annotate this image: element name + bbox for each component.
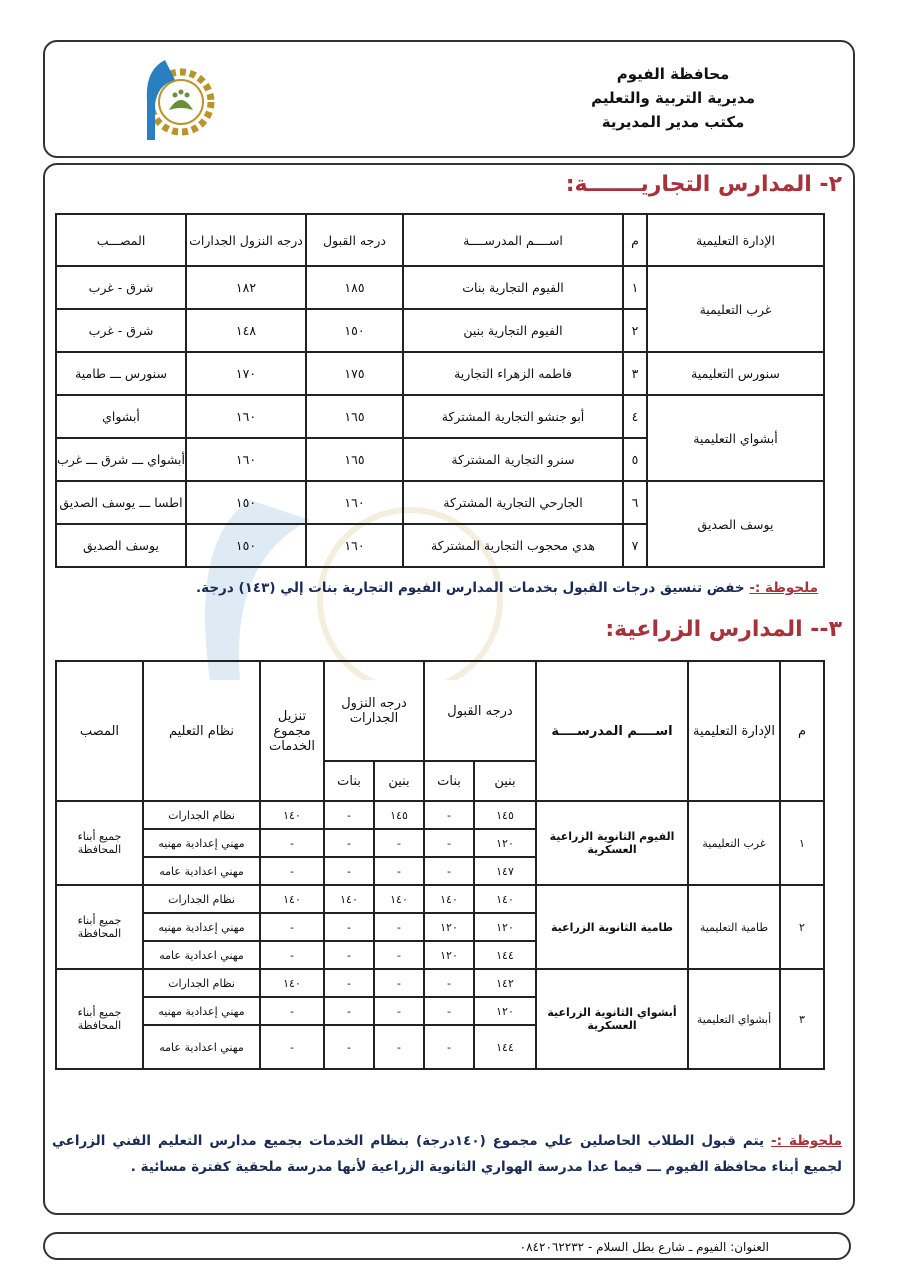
acceptance-boys-cell: ١٤٥ (474, 801, 536, 829)
destination-cell: اطسا ـــ يوسف الصديق (56, 481, 186, 524)
col-admin: الإدارة التعليمية (647, 214, 824, 266)
services-cell: ١٤٠ (260, 885, 324, 913)
acceptance-boys-cell: ١٤٢ (474, 969, 536, 997)
destination-cell: جميع أبناء المحافظة (56, 801, 143, 885)
col-services: تنزيل مجموع الخدمات (260, 661, 324, 801)
lowering-cell: ١٥٠ (186, 524, 306, 567)
lowering-girls-cell: - (324, 997, 374, 1025)
system-cell: نظام الجدارات (143, 801, 260, 829)
acceptance-girls-cell: - (424, 1025, 474, 1069)
services-cell: ١٤٠ (260, 801, 324, 829)
note-label: ملحوظة :- (749, 580, 818, 596)
col-lowering: درجه النزول الجدارات (186, 214, 306, 266)
acceptance-girls-cell: ١٢٠ (424, 913, 474, 941)
system-cell: مهني اعدادية عامه (143, 1025, 260, 1069)
system-cell: نظام الجدارات (143, 885, 260, 913)
governorate-name: محافظة الفيوم (616, 65, 730, 83)
acceptance-boys-cell: ١٤٠ (474, 885, 536, 913)
commercial-schools-table (55, 213, 825, 568)
directorate-name: مديرية التربية والتعليم (591, 89, 755, 107)
lowering-girls-cell: ١٤٠ (324, 885, 374, 913)
acceptance-boys-cell: ١٤٤ (474, 941, 536, 969)
commercial-section-title: ٢- المدارس التجاريـــــــة: (565, 172, 842, 197)
number-cell: ٦ (623, 481, 647, 524)
number-cell: ٣ (623, 352, 647, 395)
school-cell: أبو جنشو التجارية المشتركة (403, 395, 623, 438)
lowering-boys-cell: - (374, 969, 424, 997)
acceptance-boys-cell: ١٢٠ (474, 997, 536, 1025)
col-school: اســــم المدرســــة (403, 214, 623, 266)
footer-address: العنوان: الفيوم ـ شارع بطل السلام - ٠٨٤٢٠٦٢٢٣٢ (519, 1240, 769, 1254)
school-cell: الفيوم الثانوية الزراعية العسكرية (536, 801, 688, 885)
lowering-boys-cell: - (374, 829, 424, 857)
table-row (56, 885, 824, 913)
acceptance-boys-cell: ١٤٤ (474, 1025, 536, 1069)
lowering-boys-cell: - (374, 1025, 424, 1069)
lowering-girls-cell: - (324, 801, 374, 829)
col-lowering-boys: بنين (374, 761, 424, 801)
col-destination: المصـــب (56, 214, 186, 266)
admin-cell: غرب التعليمية (647, 266, 824, 352)
admin-cell: أبشواي التعليمية (688, 969, 780, 1069)
services-cell: - (260, 1025, 324, 1069)
acceptance-cell: ١٦٠ (306, 481, 403, 524)
number-cell: ٥ (623, 438, 647, 481)
col-acceptance: درجه القبول (424, 661, 536, 761)
table-row (56, 395, 824, 438)
destination-cell: يوسف الصديق (56, 524, 186, 567)
acceptance-girls-cell: ١٢٠ (424, 941, 474, 969)
lowering-girls-cell: - (324, 829, 374, 857)
system-cell: مهني إعدادية مهنيه (143, 913, 260, 941)
number-cell: ٢ (780, 885, 824, 969)
lowering-boys-cell: - (374, 857, 424, 885)
col-school: اســــم المدرســــة (536, 661, 688, 801)
table-row (56, 801, 824, 829)
table-row (56, 352, 824, 395)
system-cell: مهني إعدادية مهنيه (143, 829, 260, 857)
acceptance-girls-cell: ١٤٠ (424, 885, 474, 913)
services-cell: ١٤٠ (260, 969, 324, 997)
system-cell: مهني إعدادية مهنيه (143, 997, 260, 1025)
lowering-boys-cell: - (374, 913, 424, 941)
lowering-cell: ١٨٢ (186, 266, 306, 309)
acceptance-girls-cell: - (424, 969, 474, 997)
agricultural-section-title: ٣-- المدارس الزراعية: (605, 617, 842, 642)
note-text: خفض تنسيق درجات القبول بخدمات المدارس الفيوم التجارية بنات إلي (١٤٣) درجة. (196, 580, 745, 596)
services-cell: - (260, 913, 324, 941)
col-system: نظام التعليم (143, 661, 260, 801)
acceptance-boys-cell: ١٤٧ (474, 857, 536, 885)
admin-cell: أبشواي التعليمية (647, 395, 824, 481)
table-row (56, 266, 824, 309)
lowering-girls-cell: - (324, 969, 374, 997)
lowering-boys-cell: ١٤٠ (374, 885, 424, 913)
destination-cell: أبشواي ـــ شرق ـــ غرب (56, 438, 186, 481)
system-cell: مهني اعدادية عامه (143, 857, 260, 885)
footer-box (43, 1232, 851, 1260)
col-number: م (780, 661, 824, 801)
table-row (56, 481, 824, 524)
acceptance-cell: ١٧٥ (306, 352, 403, 395)
number-cell: ١ (623, 266, 647, 309)
table-header-row (56, 214, 824, 266)
office-name: مكتب مدير المديرية (601, 113, 745, 131)
acceptance-girls-cell: - (424, 801, 474, 829)
school-cell: الفيوم التجارية بنات (403, 266, 623, 309)
system-cell: مهني اعدادية عامه (143, 941, 260, 969)
lowering-cell: ١٦٠ (186, 395, 306, 438)
col-acceptance-boys: بنين (474, 761, 536, 801)
acceptance-boys-cell: ١٢٠ (474, 829, 536, 857)
school-cell: الجارحي التجارية المشتركة (403, 481, 623, 524)
destination-cell: سنورس ـــ طامية (56, 352, 186, 395)
acceptance-cell: ١٨٥ (306, 266, 403, 309)
number-cell: ٢ (623, 309, 647, 352)
letterhead-text (591, 62, 755, 134)
school-cell: طامية الثانوية الزراعية (536, 885, 688, 969)
admin-cell: غرب التعليمية (688, 801, 780, 885)
admin-cell: يوسف الصديق (647, 481, 824, 567)
col-number: م (623, 214, 647, 266)
lowering-boys-cell: - (374, 941, 424, 969)
destination-cell: شرق - غرب (56, 266, 186, 309)
lowering-girls-cell: - (324, 941, 374, 969)
lowering-cell: ١٤٨ (186, 309, 306, 352)
system-cell: نظام الجدارات (143, 969, 260, 997)
acceptance-cell: ١٥٠ (306, 309, 403, 352)
col-lowering: درجه النزول الجدارات (324, 661, 424, 761)
admin-cell: سنورس التعليمية (647, 352, 824, 395)
lowering-girls-cell: - (324, 913, 374, 941)
lowering-cell: ١٧٠ (186, 352, 306, 395)
destination-cell: جميع أبناء المحافظة (56, 969, 143, 1069)
acceptance-girls-cell: - (424, 997, 474, 1025)
lowering-cell: ١٦٠ (186, 438, 306, 481)
col-acceptance: درجه القبول (306, 214, 403, 266)
number-cell: ٣ (780, 969, 824, 1069)
lowering-boys-cell: ١٤٥ (374, 801, 424, 829)
services-cell: - (260, 829, 324, 857)
directorate-logo-icon (135, 50, 215, 150)
col-destination: المصب (56, 661, 143, 801)
letterhead-box (43, 40, 855, 158)
col-acceptance-girls: بنات (424, 761, 474, 801)
agricultural-schools-table (55, 660, 825, 1070)
lowering-girls-cell: - (324, 857, 374, 885)
admin-cell: طامية التعليمية (688, 885, 780, 969)
acceptance-cell: ١٦٠ (306, 524, 403, 567)
school-cell: هدي محجوب التجارية المشتركة (403, 524, 623, 567)
destination-cell: أبشواي (56, 395, 186, 438)
lowering-girls-cell: - (324, 1025, 374, 1069)
number-cell: ٧ (623, 524, 647, 567)
commercial-note (196, 580, 818, 596)
table-row (56, 969, 824, 997)
lowering-cell: ١٥٠ (186, 481, 306, 524)
col-lowering-girls: بنات (324, 761, 374, 801)
acceptance-cell: ١٦٥ (306, 438, 403, 481)
services-cell: - (260, 997, 324, 1025)
services-cell: - (260, 941, 324, 969)
note-text: يتم قبول الطلاب الحاصلين علي مجموع (١٤٠درجة) بنظام الخدمات بجميع مدارس التعليم الفني الزراعي لجميع أبناء محافظة الفيوم ـــ فيما عدا مدرسة الهواري الثانوية الزراعية لأنها مدرسة ملحقية كفترة مسائية . (52, 1133, 842, 1175)
school-cell: أبشواي الثانوية الزراعية العسكرية (536, 969, 688, 1069)
lowering-boys-cell: - (374, 997, 424, 1025)
acceptance-girls-cell: - (424, 829, 474, 857)
number-cell: ٤ (623, 395, 647, 438)
table-header-row (56, 661, 824, 761)
destination-cell: جميع أبناء المحافظة (56, 885, 143, 969)
acceptance-cell: ١٦٥ (306, 395, 403, 438)
acceptance-boys-cell: ١٢٠ (474, 913, 536, 941)
agricultural-note (52, 1128, 842, 1180)
school-cell: سنرو التجارية المشتركة (403, 438, 623, 481)
school-cell: فاطمه الزهراء التجارية (403, 352, 623, 395)
acceptance-girls-cell: - (424, 857, 474, 885)
number-cell: ١ (780, 801, 824, 885)
school-cell: الفيوم التجارية بنين (403, 309, 623, 352)
services-cell: - (260, 857, 324, 885)
col-admin: الإدارة التعليمية (688, 661, 780, 801)
note-label: ملحوظة :- (771, 1133, 842, 1149)
destination-cell: شرق - غرب (56, 309, 186, 352)
